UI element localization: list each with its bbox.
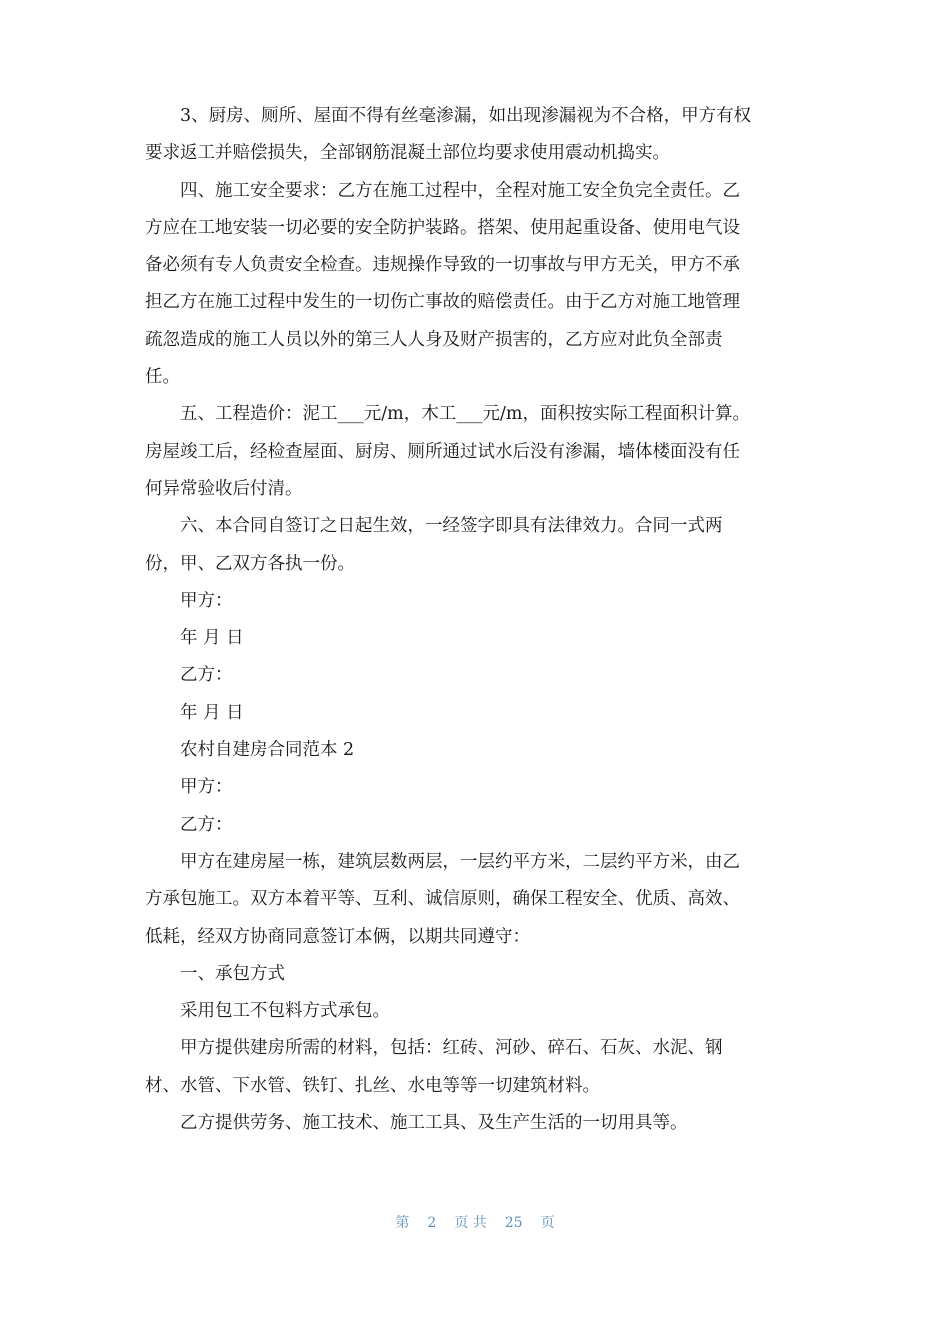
text-line: 方应在工地安装一切必要的安全防护装路。搭架、使用起重设备、使用电气设 — [145, 217, 740, 238]
footer-current-page: 2 — [427, 1215, 437, 1231]
footer-total-pages: 25 — [504, 1215, 523, 1231]
text-line: 疏忽造成的施工人员以外的第三人人身及财产损害的，乙方应对此负全部责 — [145, 329, 723, 350]
text-line: 任。 — [145, 367, 180, 388]
paragraph — [145, 993, 810, 1030]
paragraph — [145, 1105, 810, 1142]
text-line: 六、本合同自签订之日起生效，一经签字即具有法律效力。合同一式两 — [180, 516, 723, 537]
text-line: 要求返工并赔偿损失，全部钢筋混凝土部位均要求使用震动机捣实。 — [145, 143, 670, 164]
document-body — [145, 98, 810, 1142]
text-line: 甲方提供建房所需的材料，包括：红砖、河砂、碎石、石灰、水泥、钢 — [180, 1038, 723, 1059]
paragraph — [145, 396, 810, 508]
paragraph — [145, 583, 810, 620]
text-line: 农村自建房合同范本 2 — [180, 740, 355, 761]
paragraph — [145, 956, 810, 993]
footer-label-page: 第 — [395, 1215, 410, 1231]
text-line: 四、施工安全要求：乙方在施工过程中，全程对施工安全负完全责任。乙 — [180, 180, 740, 201]
paragraph — [145, 807, 810, 844]
footer-label-pages: 页 — [540, 1215, 555, 1231]
text-line: 材、水管、下水管、铁钉、扎丝、水电等等一切建筑材料。 — [145, 1075, 600, 1096]
paragraph — [145, 844, 810, 956]
footer-label-of: 页 共 — [454, 1215, 487, 1231]
text-line: 担乙方在施工过程中发生的一切伤亡事故的赔偿责任。由于乙方对施工地管理 — [145, 292, 740, 313]
paragraph — [145, 1030, 810, 1105]
text-line: 方承包施工。双方本着平等、互利、诚信原则，确保工程安全、优质、高效、 — [145, 889, 740, 910]
paragraph — [145, 620, 810, 657]
paragraph — [145, 173, 810, 397]
paragraph — [145, 695, 810, 732]
paragraph — [145, 657, 810, 694]
text-line: 甲方在建房屋一栋，建筑层数两层，一层约平方米，二层约平方米，由乙 — [180, 851, 740, 872]
paragraph — [145, 98, 810, 173]
text-line: 3、厨房、厕所、屋面不得有丝毫渗漏，如出现渗漏视为不合格，甲方有权 — [180, 106, 752, 126]
text-line: 一、承包方式 — [180, 963, 285, 984]
paragraph — [145, 769, 810, 806]
text-line: 甲方： — [180, 590, 233, 611]
text-line: 份，甲、乙双方各执一份。 — [145, 553, 355, 574]
text-line: 甲方： — [180, 777, 233, 798]
text-line: 备必须有专人负责安全检查。违规操作导致的一切事故与甲方无关，甲方不承 — [145, 255, 740, 276]
page-footer — [0, 1212, 950, 1232]
text-line: 年 月 日 — [180, 702, 244, 723]
paragraph — [145, 732, 810, 769]
text-line: 低耗，经双方协商同意签订本俩，以期共同遵守： — [145, 926, 530, 947]
text-line: 五、工程造价：泥工___元/m，木工___元/m，面积按实际工程面积计算。 — [180, 404, 750, 425]
paragraph — [145, 508, 810, 583]
text-line: 采用包工不包料方式承包。 — [180, 1001, 390, 1022]
text-line: 房屋竣工后，经检查屋面、厨房、厕所通过试水后没有渗漏，墙体楼面没有任 — [145, 441, 740, 462]
text-line: 乙方： — [180, 814, 233, 835]
text-line: 乙方： — [180, 665, 233, 686]
text-line: 年 月 日 — [180, 628, 244, 649]
text-line: 乙方提供劳务、施工技术、施工工具、及生产生活的一切用具等。 — [180, 1113, 688, 1134]
text-line: 何异常验收后付清。 — [145, 478, 303, 499]
